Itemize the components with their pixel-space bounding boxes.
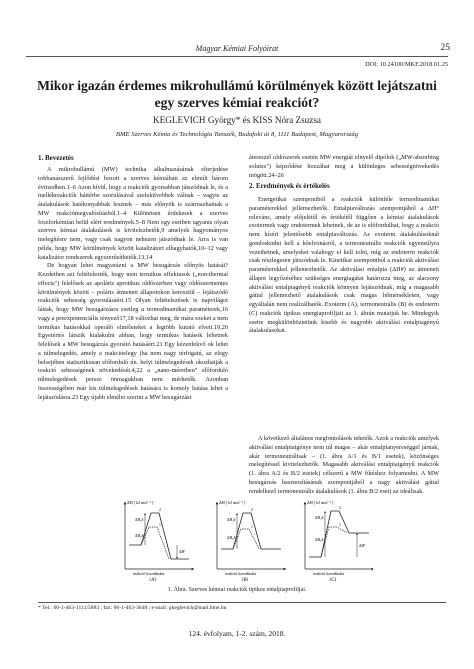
paragraph: áteresztő oldószerek esetén MW energiát elnyelő dipólok („MW-absorbing solutes") képződése hozzáhat meg a különleges sebességnövekedés mögött.24–26 bbox=[249, 154, 439, 179]
panel-label: (A) bbox=[149, 578, 157, 581]
panel-b bbox=[217, 500, 285, 581]
y-axis-label: ΔH [ kJ mol⁻¹ ] bbox=[127, 500, 154, 505]
paragraph: Energetikai szempontból a reakciók különféle termodinamikai paraméterekkel jellemezhetők. Entalpiaváltozás szempontjából a ΔH° releváns, amely előjelétől és értékétől függően a kémiai átalakulások exotermek vagy endotermek lehetnek, de az is előfordulhat, hogy a reakció nem kíséri jelentősebb entalpiaváltozás. Az exoterm átalakulásoknál gondoskodni kell a hőelvonásról, a termoneutrális reakciók egyensúlyra vezethetnek, amelyeket valahogy el kell tolni, míg az endoterm reakciók csak részlegesen játszódnak le. Kinetikai szempontból a reakciók aktiválási paraméterekkel jellemezhetők. Az aktiválási entalpia (ΔH#) az átmeneti állapot legyőzéséhez szükséges energiagátat határozza meg, az alacsony aktiválási entalpiagényű reakciók könnyen lejátszódnak, míg a magasabb gáttal jellemezhető átalakulások csak magas hőmérsékleten, vagy egyáltalán nem realizálhatók. Exoterm (A), termoneutrális (B) és endoterm (C) reakciók tipikus energiaprofiljait az 1. ábrán mutatjuk be. Mindegyik esetre megkülönböztetünk kisebb és nagyobb aktiválási entalpiagényű átalakulásokat. bbox=[249, 196, 439, 335]
panel-label: (C) bbox=[329, 578, 337, 581]
panel-c bbox=[305, 500, 373, 581]
x-axis-label: reakció koordináta bbox=[225, 571, 257, 576]
issue-line: 124. évfolyam, 1-2. szám, 2018. bbox=[188, 629, 286, 638]
mark-2: 2 bbox=[159, 508, 161, 512]
mark-dh1: ΔH₁# bbox=[227, 536, 236, 540]
mark-dh0: ΔH° bbox=[179, 550, 186, 554]
left-column bbox=[38, 166, 228, 402]
y-axis-label: ΔH [ kJ mol⁻¹ ] bbox=[219, 500, 246, 505]
mark-dh2: ΔH₂# bbox=[227, 518, 236, 522]
mark-dh0: ΔH° bbox=[359, 544, 366, 548]
affiliation: BME Szerves Kémia és Technológia Tanszék, Budafoki út 8, 1111 Budapest, Magyarország bbox=[115, 131, 359, 138]
mark-2: 2 bbox=[251, 508, 253, 512]
x-axis-label: reakció koordináta bbox=[133, 571, 165, 576]
energy-profile-figure bbox=[111, 497, 373, 581]
panel-a bbox=[125, 500, 193, 581]
mark-1: 1 bbox=[339, 523, 341, 527]
panel-label: (B) bbox=[241, 578, 249, 581]
mark-1: 1 bbox=[251, 525, 253, 529]
doi[interactable]: DOI: 10.24100/MKF.2018.01.25 bbox=[365, 61, 448, 68]
figure-caption: 1. Ábra. Szerves kémiai reakciók tipikus entalpiaprofiljai. bbox=[167, 587, 307, 593]
mark-2: 2 bbox=[339, 506, 341, 510]
paragraph: A mikrohullámú (MW) technika alkalmazásának elterjedése robbanásszerű fejlődést hozott a szerves kémiában az elmúlt három évtizedben.1–6 Azon kívül, hogy a reakciók gyorsabban játszódnak le, és a mellékreakciók háttérbe szorulásával szelektívebbek válnak – vagyis az átalakulások hatékonyabbak lesznek – más előnyök is származhatnak a MW reakciómegvalósításból.1–4 Különösen érdekesek a szerves foszforkémián belül elért eredmények.5–8 Nem egy esetben ugyanis olyan szerves kémiai átalakulások is kivitelezhetők,9 amelyek hagyományos melegítésre nem, vagy csak nagyon nehezen játszódnak le. Arra is van példa, hogy MW körülmények között katalizátort elhagyhatók,10–12 vagy katalizátor rendszerek egyszerűsíthetők.13,14 bbox=[38, 166, 228, 261]
mark-dh2: ΔH₂# bbox=[135, 518, 144, 522]
right-column bbox=[249, 196, 439, 336]
right-column-top bbox=[249, 154, 439, 180]
journal-header: Magyar Kémiai Folyóirat bbox=[195, 44, 279, 53]
section-1-heading: 1. Bevezetés bbox=[38, 154, 74, 162]
authors: KEGLEVICH György* és KISS Nóra Zsuzsa bbox=[153, 115, 321, 125]
y-axis-label: ΔH [ kJ mol⁻¹ ] bbox=[307, 500, 334, 505]
x-axis-label: reakció koordináta bbox=[313, 571, 345, 576]
right-column-lower bbox=[249, 435, 439, 496]
page-number: 25 bbox=[440, 43, 450, 53]
mark-dh1: ΔH₁# bbox=[315, 538, 324, 542]
article-title: Mikor igazán érdemes mikrohullámú körülmények között lejátszatni egy szerves kémiai reakciót? bbox=[37, 78, 437, 110]
footnote: * Tel.: 06-1-463-1111/5883 ; fax: 06-1-463-3648 ; e-mail: gkeglevich@mail.bme.hu bbox=[38, 605, 227, 611]
mark-dh1: ΔH₁# bbox=[135, 534, 144, 538]
mark-1: 1 bbox=[159, 523, 161, 527]
mark-dh2: ΔH₂# bbox=[315, 516, 324, 520]
header-rule bbox=[26, 56, 448, 57]
paragraph: A következő általános megfontolások tehetők. Azok a reakciók amelyek aktiválási entalpiaigénye nem túl magas – akár entalpianyereséggel járnak, akár termoneutrálisak – (1. ábra A/1 és B/1 esetek), közönséges melegítéssel kivitelezhetők. Magasabb aktiválási entalpiaigényű reakciók (1. ábra A/2 és B/2 esetek) célszerű a MW fűtéshez folyamodni. A MW besugárzás hasznosításának szempontjából a nagy aktiválási gáttal rendelkező termoneutrális átalakulások (1. ábra B/2 eset) az ideálisak. bbox=[249, 435, 439, 495]
paragraph: De hogyan lehet magyarázni a MW besugárzás előnyös hatását? Kezdetben azt feltételezték, hogy nem termikus effektusok („non-thermal effects") felelősek az apoláris aprotikus oldószerben vagy oldószermentes körülmények között – poláris átmeneti állapotokon keresztül – lejátszódó reakciók sebesség gyorsulásáért.15 Olyan feltételezések is napvilágot láttak, hogy MW besugárzásra esetleg a termodinamikai paraméterek,16 vagy a preexponenciális tényező17,18 változhat meg, de mára ezeket a nem termikus hatásokkal operáló elméleteket a legtöbb kutató elveti.19,20 Egyetértés látszik kialakulni abban, hogy termikus hatások lehetnek felelősek a MW besugárzás gyorsító hatásáért.21 Egy kézenfekvő ok lehet a túlmelegedés, amely a reakcióelegy (ha nem nagy térfogatú, az elegy belsejében statisztikusan előforduló ún. helyi túlmelegedések okozhatják a reakció sebességének növekedését.4,22 a „nano-méretben" előforduló túlmelegedések persze önmagukban nem mérhetők. Azonban összességében már kis túlmelegedések hatására is komoly hatása lehet a lejátszódásra.23 Egy újabb elmélet szerint a MW besugárzást bbox=[38, 262, 228, 401]
section-2-heading: 2. Eredmények és értékelés bbox=[249, 182, 330, 190]
footnote-rule bbox=[38, 602, 446, 603]
